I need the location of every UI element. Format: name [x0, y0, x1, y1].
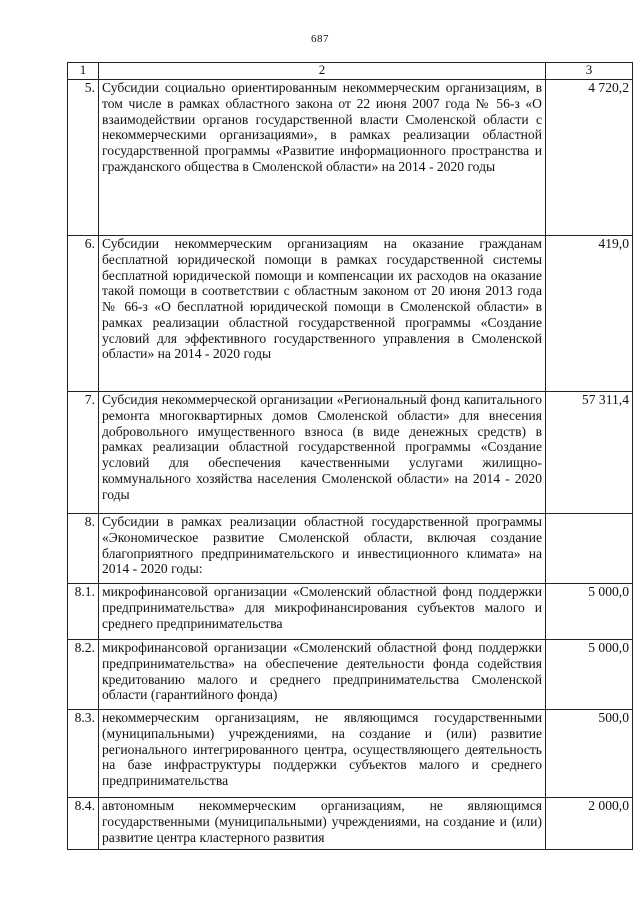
header-col-1: 1: [68, 63, 99, 80]
row-number: 8.4.: [68, 798, 99, 850]
row-amount: 419,0: [546, 236, 633, 392]
header-col-3: 3: [546, 63, 633, 80]
row-number: 8.: [68, 514, 99, 584]
table-row: [68, 80, 633, 236]
row-number: 8.1.: [68, 584, 99, 640]
row-text: некоммерческим организациям, не являющимся государственными (муниципальными) учреждениями, на создание и (или) развитие регионального интегрированного центра, осуществляющего деятельность на базе инфраструктуры поддержки субъектов малого и среднего предпринимательства: [99, 710, 546, 798]
row-amount: [546, 514, 633, 584]
row-amount: 500,0: [546, 710, 633, 798]
row-text: микрофинансовой организации «Смоленский областной фонд поддержки предпринимательства» для микрофинансирования субъектов малого и среднего предпринимательства: [99, 584, 546, 640]
row-text: Субсидии в рамках реализации областной государственной программы «Экономическое развитие Смоленской области, включая создание благоприятного предпринимательского и инвестиционного климата» на 2014 - 2020 годы:: [99, 514, 546, 584]
table-row: [68, 392, 633, 514]
row-amount: 2 000,0: [546, 798, 633, 850]
row-number: 8.2.: [68, 640, 99, 710]
table-row: [68, 514, 633, 584]
page-number: 687: [311, 33, 329, 45]
budget-table: [67, 62, 633, 850]
row-amount: 4 720,2: [546, 80, 633, 236]
table-row: [68, 710, 633, 798]
table-row: [68, 236, 633, 392]
row-text: Субсидии социально ориентированным некоммерческим организациям, в том числе в рамках областного закона от 22 июня 2007 года № 56-з «О взаимодействии органов государственной власти Смоленской области с некоммерческими организациями», в рамках реализации областной государственной программы «Развитие информационного пространства и гражданского общества в Смоленской области» на 2014 - 2020 годы: [99, 80, 546, 236]
row-text: Субсидия некоммерческой организации «Региональный фонд капитального ремонта многоквартирных домов Смоленской области» для внесения добровольного имущественного взноса (в виде денежных средств) в рамках реализации областной государственной программы «Создание условий для обеспечения качественными услугами жилищно-коммунального хозяйства населения Смоленской области» на 2014 - 2020 годы: [99, 392, 546, 514]
row-amount: 57 311,4: [546, 392, 633, 514]
header-col-2: 2: [99, 63, 546, 80]
table-row: [68, 640, 633, 710]
row-text: Субсидии некоммерческим организациям на оказание гражданам бесплатной юридической помощи в рамках государственной системы бесплатной юридической помощи и компенсации их расходов на оказание такой помощи в соответствии с областным законом от 20 июня 2013 года № 66-з «О бесплатной юридической помощи в Смоленской области» в рамках реализации областной государственной программы «Создание условий для эффективного государственного управления в Смоленской области» на 2014 - 2020 годы: [99, 236, 546, 392]
row-amount: 5 000,0: [546, 584, 633, 640]
row-number: 5.: [68, 80, 99, 236]
table-row: [68, 584, 633, 640]
table-header-row: [68, 63, 633, 80]
row-number: 7.: [68, 392, 99, 514]
row-amount: 5 000,0: [546, 640, 633, 710]
row-number: 6.: [68, 236, 99, 392]
row-text: микрофинансовой организации «Смоленский областной фонд поддержки предпринимательства» на обеспечение деятельности фонда содействия кредитованию малого и среднего предпринимательства Смоленской области (гарантийного фонда): [99, 640, 546, 710]
row-text: автономным некоммерческим организациям, не являющимся государственными (муниципальными) учреждениями, на создание и (или) развитие центра кластерного развития: [99, 798, 546, 850]
table-row: [68, 798, 633, 850]
row-number: 8.3.: [68, 710, 99, 798]
